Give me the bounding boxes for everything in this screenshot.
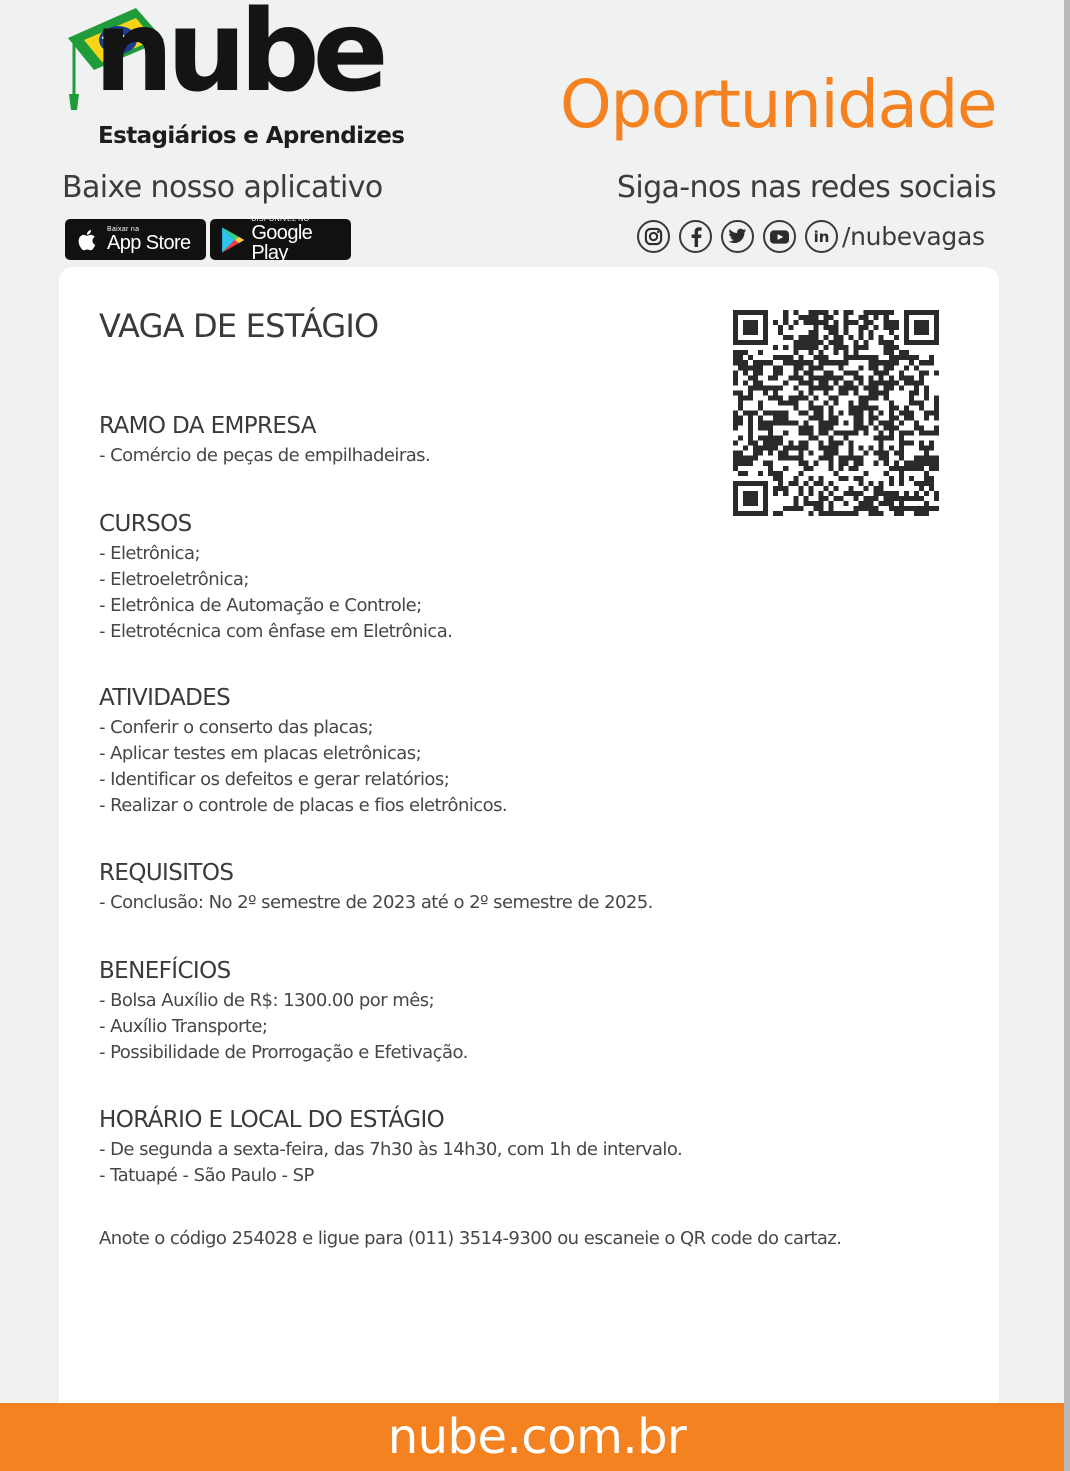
list-item: - Eletrônica de Automação e Controle;: [99, 595, 422, 616]
app-prompt: Baixe nosso aplicativo: [62, 170, 383, 205]
app-store-badge[interactable]: [65, 219, 206, 260]
list-item: - Realizar o controle de placas e fios eletrônicos.: [99, 795, 508, 816]
list-item: - De segunda a sexta-feira, das 7h30 às 14h30, com 1h de intervalo.: [99, 1139, 683, 1160]
app-store-label: App Store: [107, 232, 191, 254]
logo-wordmark: nube: [94, 0, 382, 117]
section-requisitos: [99, 860, 653, 916]
social-handle[interactable]: /nubevagas: [842, 222, 985, 251]
social-prompt: Siga-nos nas redes sociais: [616, 170, 996, 205]
footer-bar: [0, 1403, 1064, 1471]
list-item: - Comércio de peças de empilhadeiras.: [99, 445, 431, 466]
list-item: - Eletrônica;: [99, 543, 200, 564]
google-play-badge[interactable]: [210, 216, 351, 264]
vacancy-title: VAGA DE ESTÁGIO: [99, 307, 379, 345]
app-store-small-text: Baixar na: [107, 226, 140, 233]
list-item: - Possibilidade de Prorrogação e Efetivação.: [99, 1042, 468, 1063]
twitter-icon[interactable]: [721, 220, 754, 253]
instagram-icon[interactable]: [637, 220, 670, 253]
google-play-small-text: DISPONÍVEL NO: [251, 216, 310, 223]
list-item: - Eletrotécnica com ênfase em Eletrônica.: [99, 621, 453, 642]
section-cursos: [99, 511, 452, 645]
list-item: - Tatuapé - São Paulo - SP: [99, 1165, 314, 1186]
section-atividades: [99, 685, 507, 819]
section-beneficios: [99, 958, 468, 1066]
section-heading: RAMO DA EMPRESA: [99, 413, 316, 439]
list-item: - Bolsa Auxílio de R$: 1300.00 por mês;: [99, 990, 435, 1011]
nube-logo[interactable]: [58, 0, 405, 154]
contact-note: Anote o código 254028 e ligue para (011) 3514-9300 ou escaneie o QR code do cartaz.: [99, 1228, 842, 1249]
facebook-icon[interactable]: [679, 220, 712, 253]
vacancy-card: [59, 267, 999, 1417]
linkedin-icon[interactable]: in: [805, 220, 838, 253]
google-play-label: Google Play: [251, 222, 313, 264]
headline-oportunidade: Oportunidade: [559, 66, 996, 143]
list-item: - Auxílio Transporte;: [99, 1016, 268, 1037]
section-heading: CURSOS: [99, 511, 192, 537]
qr-code[interactable]: [733, 309, 939, 517]
section-heading: HORÁRIO E LOCAL DO ESTÁGIO: [99, 1107, 445, 1133]
section-heading: ATIVIDADES: [99, 685, 231, 711]
apple-icon: [75, 226, 101, 254]
logo-subtitle: Estagiários e Aprendizes: [98, 123, 405, 149]
section-heading: REQUISITOS: [99, 860, 234, 886]
footer-url-link[interactable]: nube.com.br: [387, 1409, 687, 1465]
google-play-icon: [220, 226, 245, 254]
page-edge: [1064, 0, 1070, 1471]
section-ramo: [99, 413, 430, 469]
list-item: - Aplicar testes em placas eletrônicas;: [99, 743, 422, 764]
social-links: [637, 220, 985, 253]
section-horario-local: [99, 1107, 682, 1189]
list-item: - Eletroeletrônica;: [99, 569, 249, 590]
list-item: - Conclusão: No 2º semestre de 2023 até o 2º semestre de 2025.: [99, 892, 653, 913]
section-heading: BENEFÍCIOS: [99, 958, 231, 984]
list-item: - Conferir o conserto das placas;: [99, 717, 374, 738]
list-item: - Identificar os defeitos e gerar relatórios;: [99, 769, 450, 790]
youtube-icon[interactable]: [763, 220, 796, 253]
